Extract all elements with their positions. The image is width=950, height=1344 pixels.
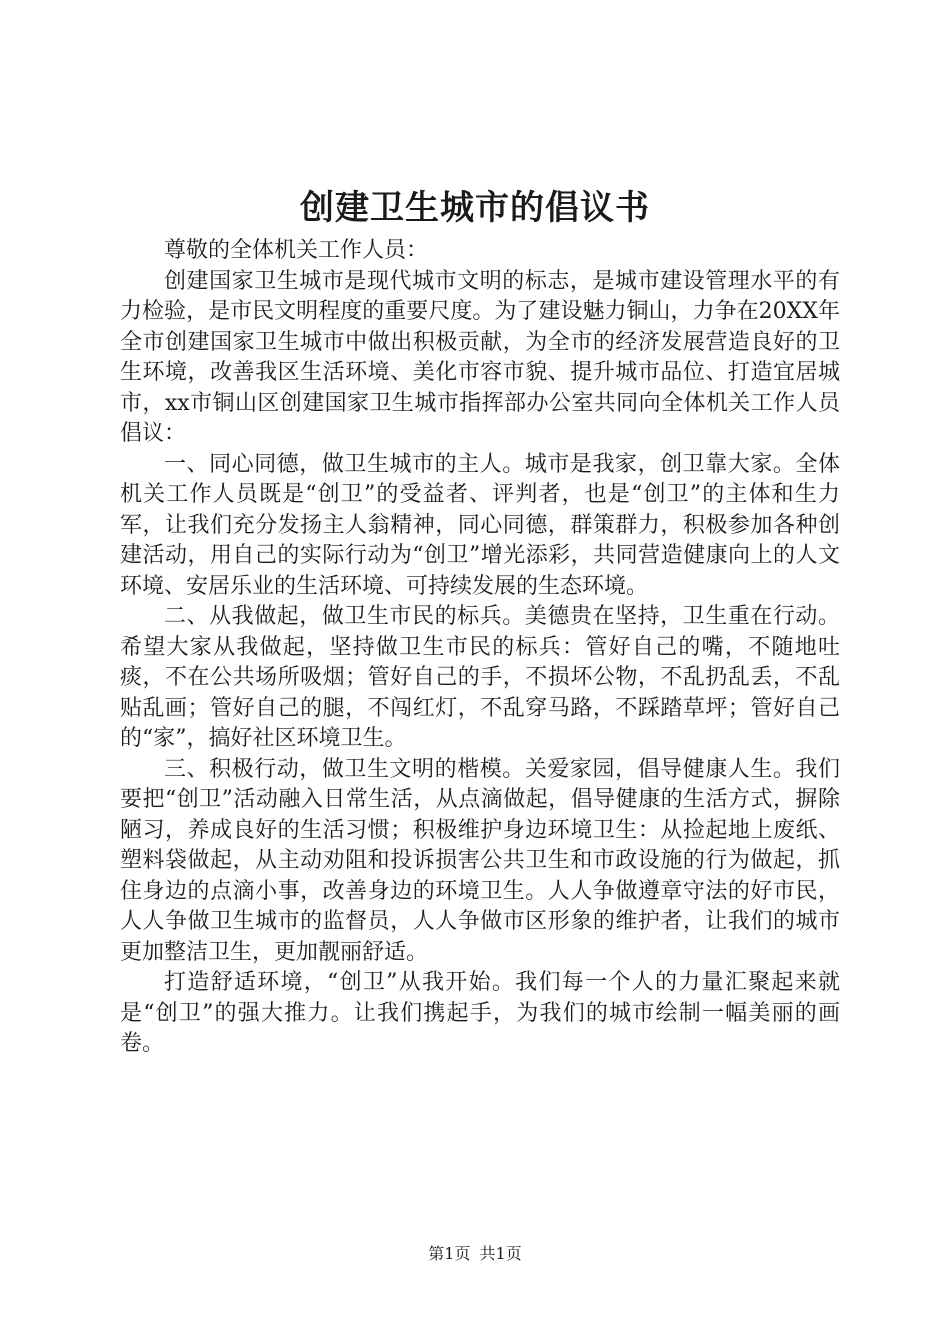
paragraph-two: 二、从我做起，做卫生市民的标兵。美德贵在坚持，卫生重在行动。希望大家从我做起，坚持做卫生市民的标兵：管好自己的嘴，不随地吐痰，不在公共场所吸烟；管好自己的手，不损坏公物，不乱扔乱丢，不乱贴乱画；管好自己的腿，不闯红灯，不乱穿马路，不踩踏草坪；管好自己的“家”，搞好社区环境卫生。 [120,604,840,751]
paragraph-one: 一、同心同德，做卫生城市的主人。城市是我家，创卫靠大家。全体机关工作人员既是“创卫”的受益者、评判者，也是“创卫”的主体和生力军，让我们充分发扬主人翁精神，同心同德，群策群力，积极参加各种创建活动，用自己的实际行动为“创卫”增光添彩，共同营造健康向上的人文环境、安居乐业的生活环境、可持续发展的生态环境。 [120,451,840,599]
document-body [120,236,840,1060]
salutation: 尊敬的全体机关工作人员： [164,238,429,263]
page-footer [0,1242,950,1266]
page-number: 第1页 [428,1244,471,1263]
paragraph-three: 三、积极行动，做卫生文明的楷模。关爱家园，倡导健康人生。我们要把“创卫”活动融入日常生活，从点滴做起，倡导健康的生活方式，摒除陋习，养成良好的生活习惯；积极维护身边环境卫生：从捡起地上废纸、塑料袋做起，从主动劝阻和投诉损害公共卫生和市政设施的行为做起，抓住身边的点滴小事，改善身边的环境卫生。人人争做遵章守法的好市民，人人争做卫生城市的监督员，人人争做市区形象的维护者，让我们的城市更加整洁卫生，更加靓丽舒适。 [120,756,840,965]
page-total: 共1页 [479,1244,522,1263]
document-title: 创建卫生城市的倡议书 [300,188,650,228]
paragraph-intro: 创建国家卫生城市是现代城市文明的标志，是城市建设管理水平的有力检验，是市民文明程度的重要尺度。为了建设魅力铜山，力争在20XX年全市创建国家卫生城市中做出积极贡献，为全市的经济发展营造良好的卫生环境，改善我区生活环境、美化市容市貌、提升城市品位、打造宜居城市，xx市铜山区创建国家卫生城市指挥部办公室共同向全体机关工作人员倡议： [120,268,840,446]
paragraph-closing: 打造舒适环境，“创卫”从我开始。我们每一个人的力量汇聚起来就是“创卫”的强大推力。让我们携起手，为我们的城市绘制一幅美丽的画卷。 [120,970,840,1056]
